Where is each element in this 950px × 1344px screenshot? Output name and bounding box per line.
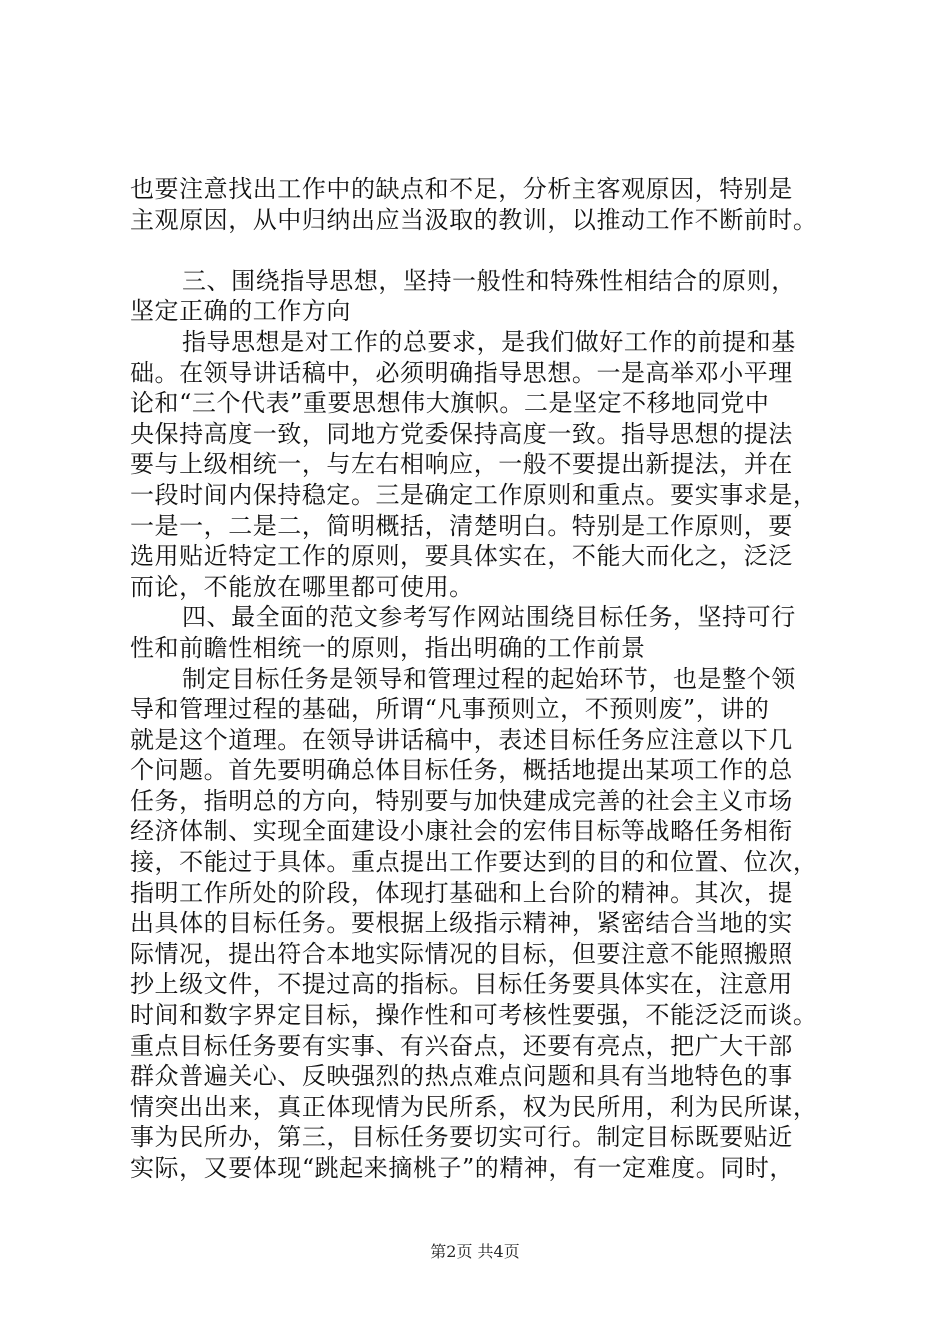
text-line: 央保持高度一致，同地方党委保持高度一致。指导思想的提法	[130, 419, 793, 448]
section-heading-3: 三、围绕指导思想，坚持一般性和特殊性相结合的原则，	[182, 266, 796, 295]
text-line: 实际，又要体现“跳起来摘桃子”的精神，有一定难度。同时，	[130, 1154, 794, 1182]
text-line: 时间和数字界定目标，操作性和可考核性要强，不能泛泛而谈。	[130, 1001, 818, 1030]
text-line: 个问题。首先要明确总体目标任务，概括地提出某项工作的总	[130, 756, 793, 785]
paragraph-gap	[130, 235, 840, 266]
section-heading-4-cont: 性和前瞻性相统一的原则，指出明确的工作前景	[130, 633, 646, 662]
text-line: 一是一，二是二，简明概括，清楚明白。特别是工作原则，要	[130, 511, 793, 540]
text-line: 要与上级相统一，与左右相响应，一般不要提出新提法，并在	[130, 450, 793, 479]
text-line: 接，不能过于具体。重点提出工作要达到的目的和位置、位次，	[130, 848, 818, 877]
text-line: 情突出出来，真正体现情为民所系，权为民所用，利为民所谋，	[130, 1092, 818, 1121]
text-line: 指导思想是对工作的总要求，是我们做好工作的前提和基	[182, 327, 796, 356]
page-number-footer: 第2页 共4页	[430, 1242, 520, 1261]
text-line: 主观原因，从中归纳出应当汲取的教训，以推动工作不断前时。	[130, 205, 818, 234]
section-heading-3-cont: 坚定正确的工作方向	[130, 297, 351, 326]
text-line: 经济体制、实现全面建设小康社会的宏伟目标等战略任务相衔	[130, 817, 793, 846]
text-line: 事为民所办，第三，目标任务要切实可行。制定目标既要贴近	[130, 1123, 793, 1152]
document-body	[130, 174, 840, 1184]
text-line: 出具体的目标任务。要根据上级指示精神，紧密结合当地的实	[130, 909, 793, 938]
text-line: 重点目标任务要有实事、有兴奋点，还要有亮点，把广大干部	[130, 1031, 793, 1060]
text-line: 础。在领导讲话稿中，必须明确指导思想。一是高举邓小平理	[130, 358, 793, 387]
text-line: 论和“三个代表”重要思想伟大旗帜。二是坚定不移地同党中	[130, 389, 770, 418]
text-line: 就是这个道理。在领导讲话稿中，表述目标任务应注意以下几	[130, 725, 793, 754]
text-line: 抄上级文件，不提过高的指标。目标任务要具体实在，注意用	[130, 970, 793, 999]
text-line: 导和管理过程的基础，所谓“凡事预则立，不预则废”，讲的	[130, 695, 770, 724]
text-line: 任务，指明总的方向，特别要与加快建成完善的社会主义市场	[130, 786, 793, 815]
text-line: 也要注意找出工作中的缺点和不足，分析主客观原因，特别是	[130, 175, 793, 203]
text-line: 一段时间内保持稳定。三是确定工作原则和重点。要实事求是，	[130, 480, 818, 509]
text-line: 指明工作所处的阶段，体现打基础和上台阶的精神。其次，提	[130, 878, 793, 907]
text-line: 制定目标任务是领导和管理过程的起始环节，也是整个领	[182, 664, 796, 693]
text-line: 际情况，提出符合本地实际情况的目标，但要注意不能照搬照	[130, 939, 793, 968]
text-line: 而论，不能放在哪里都可使用。	[130, 572, 474, 601]
text-line: 选用贴近特定工作的原则，要具体实在，不能大而化之，泛泛	[130, 542, 793, 571]
section-heading-4: 四、最全面的范文参考写作网站围绕目标任务，坚持可行	[182, 603, 796, 632]
text-line: 群众普遍关心、反映强烈的热点难点问题和具有当地特色的事	[130, 1062, 793, 1091]
